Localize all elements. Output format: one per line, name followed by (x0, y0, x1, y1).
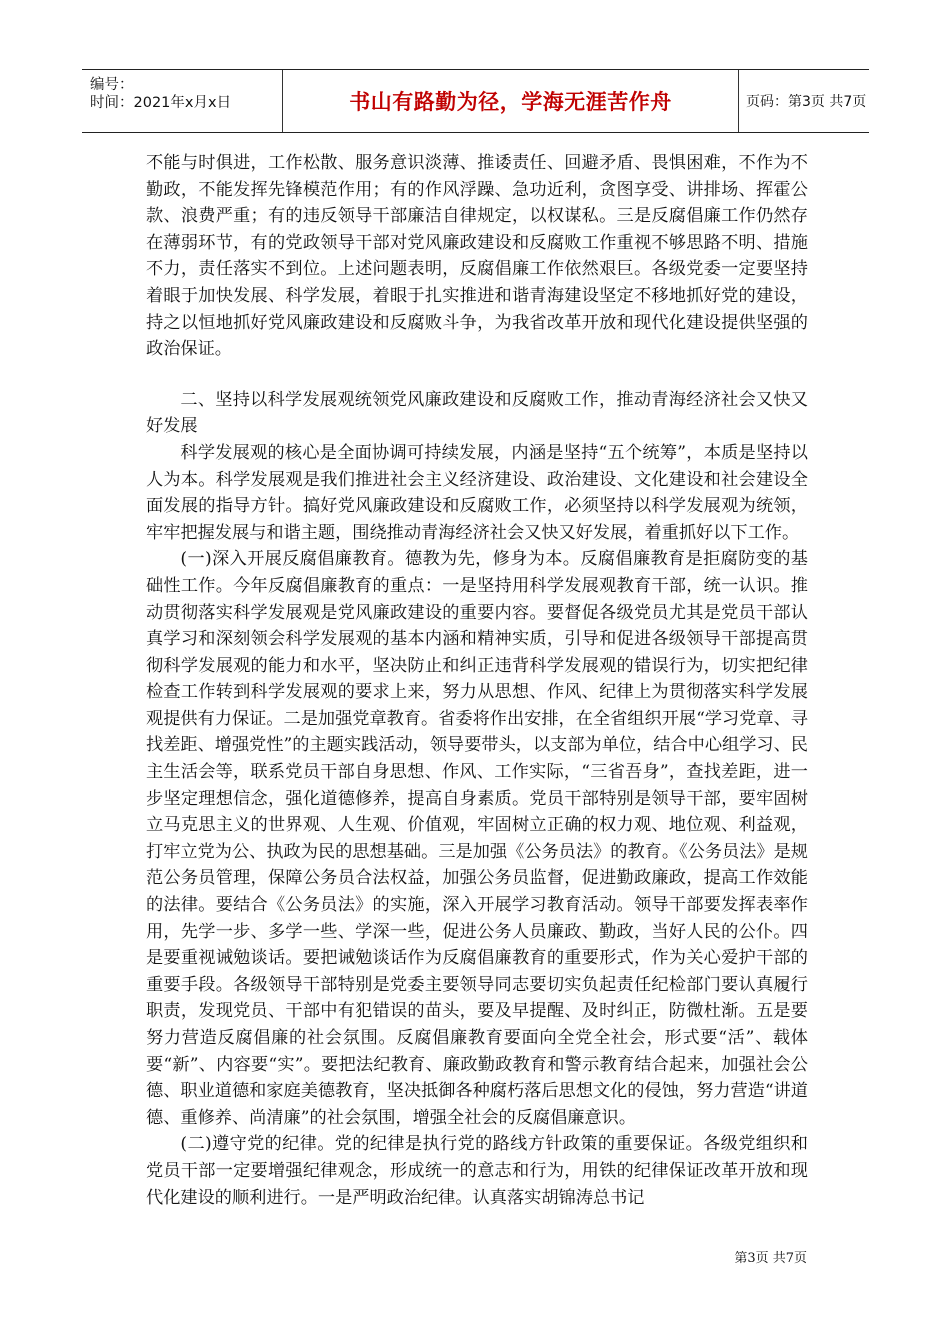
paragraph-anticorruption-education: (一)深入开展反腐倡廉教育。德教为先，修身为本。反腐倡廉教育是拒腐防变的基础性工作。今年反腐倡廉教育的重点：一是坚持用科学发展观教育干部，统一认识。推动贯彻落实科学发展观是党风廉政建设的重要内容。要督促各级党员尤其是党员干部认真学习和深刻领会科学发展观的基本内涵和精神实质，引导和促进各级领导干部提高贯彻科学发展观的能力和水平，坚决防止和纠正违背科学发展观的错误行为，切实把纪律检查工作转到科学发展观的要求上来，努力从思想、作风、纪律上为贯彻落实科学发展观提供有力保证。二是加强党章教育。省委将作出安排，在全省组织开展“学习党章、寻找差距、增强党性”的主题实践活动，领导要带头，以支部为单位，结合中心组学习、民主生活会等，联系党员干部自身思想、作风、工作实际，“三省吾身”，查找差距，进一步坚定理想信念，强化道德修养，提高自身素质。党员干部特别是领导干部，要牢固树立马克思主义的世界观、人生观、价值观，牢固树立正确的权力观、地位观、利益观，打牢立党为公、执政为民的思想基础。三是加强《公务员法》的教育。《公务员法》是规范公务员管理，保障公务员合法权益，加强公务员监督，促进勤政廉政，提高工作效能的法律。要结合《公务员法》的实施，深入开展学习教育活动。领导干部要发挥表率作用，先学一步、多学一些、学深一些，促进公务人员廉政、勤政，当好人民的公仆。四是要重视诫勉谈话。要把诫勉谈话作为反腐倡廉教育的重要形式，作为关心爱护干部的重要手段。各级领导干部特别是党委主要领导同志要切实负起责任纪检部门要认真履行职责，发现党员、干部中有犯错误的苗头，要及早提醒、及时纠正，防微杜渐。五是要努力营造反腐倡廉的社会氛围。反腐倡廉教育要面向全党全社会，形式要“活”、载体要“新”、内容要“实”。要把法纪教育、廉政勤政教育和警示教育结合起来，加强社会公德、职业道德和家庭美德教育，坚决抵御各种腐朽落后思想文化的侵蚀，努力营造“讲道德、重修养、尚清廉”的社会氛围，增强全社会的反腐倡廉意识。 (146, 549, 808, 1128)
section-heading: 二、坚持以科学发展观统领党风廉政建设和反腐败工作，推动青海经济社会又快又好发展 (146, 389, 808, 437)
header-page-cell (738, 70, 869, 132)
header-motto-cell (282, 70, 739, 132)
page-footer-number: 第3页 共7页 (734, 1251, 807, 1266)
paragraph-party-discipline: (二)遵守党的纪律。党的纪律是执行党的路线方针政策的重要保证。各级党组织和党员干部一定要增强纪律观念，形成统一的意志和行为，用铁的纪律保证改革开放和现代化建设的顺利进行。一是严明政治纪律。认真落实胡锦涛总书记 (146, 1134, 808, 1208)
document-number-label: 编号： (90, 77, 134, 93)
paragraph-continuation: 不能与时俱进，工作松散、服务意识淡薄、推诿责任、回避矛盾、畏惧困难，不作为不勤政，不能发挥先锋模范作用；有的作风浮躁、急功近利，贪图享受、讲排场、挥霍公款、浪费严重；有的违反领导干部廉洁自律规定，以权谋私。三是反腐倡廉工作仍然存在薄弱环节，有的党政领导干部对党风廉政建设和反腐败工作重视不够思路不明、措施不力，责任落实不到位。上述问题表明，反腐倡廉工作依然艰巨。各级党委一定要坚持着眼于加快发展、科学发展，着眼于扎实推进和谐青海建设坚定不移地抓好党的建设，持之以恒地抓好党风廉政建设和反腐败斗争，为我省改革开放和现代化建设提供坚强的政治保证。 (146, 153, 808, 360)
header-meta-cell (82, 70, 282, 132)
document-body (146, 150, 808, 1211)
header-page-number: 页码：第3页 共7页 (746, 94, 867, 110)
paragraph-gap (146, 363, 808, 387)
document-time-label: 时间：2021年x月x日 (90, 95, 232, 111)
paragraph-scientific-development: 科学发展观的核心是全面协调可持续发展，内涵是坚持“五个统筹”，本质是坚持以人为本。科学发展观是我们推进社会主义经济建设、政治建设、文化建设和社会建设全面发展的指导方针。搞好党风廉政建设和反腐败工作，必须坚持以科学发展观为统领，牢牢把握发展与和谐主题，围绕推动青海经济社会又快又好发展，着重抓好以下工作。 (146, 442, 808, 543)
page-header (82, 69, 869, 133)
header-motto: 书山有路勤为径，学海无涯苦作舟 (349, 90, 672, 114)
